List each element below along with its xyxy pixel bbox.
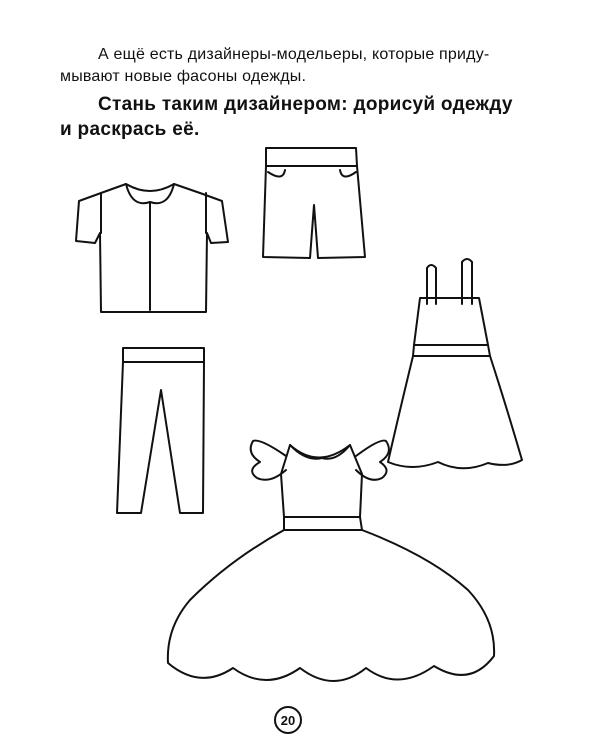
intro-line-1: А ещё есть дизайнеры-модельеры, которые приду- [98,46,490,63]
trousers-outline [117,348,204,513]
sundress-outline [388,259,522,468]
task-line-2: и раскрась её. [60,119,200,140]
shirt-outline [76,184,228,312]
shorts-outline [263,148,365,258]
intro-line-2: мывают новые фасоны одежды. [60,68,307,85]
task-line-1: Стань таким дизайнером: дорисуй одежду [98,94,513,115]
page-number-badge: 20 [274,706,302,734]
ball-gown-outline [168,441,494,681]
